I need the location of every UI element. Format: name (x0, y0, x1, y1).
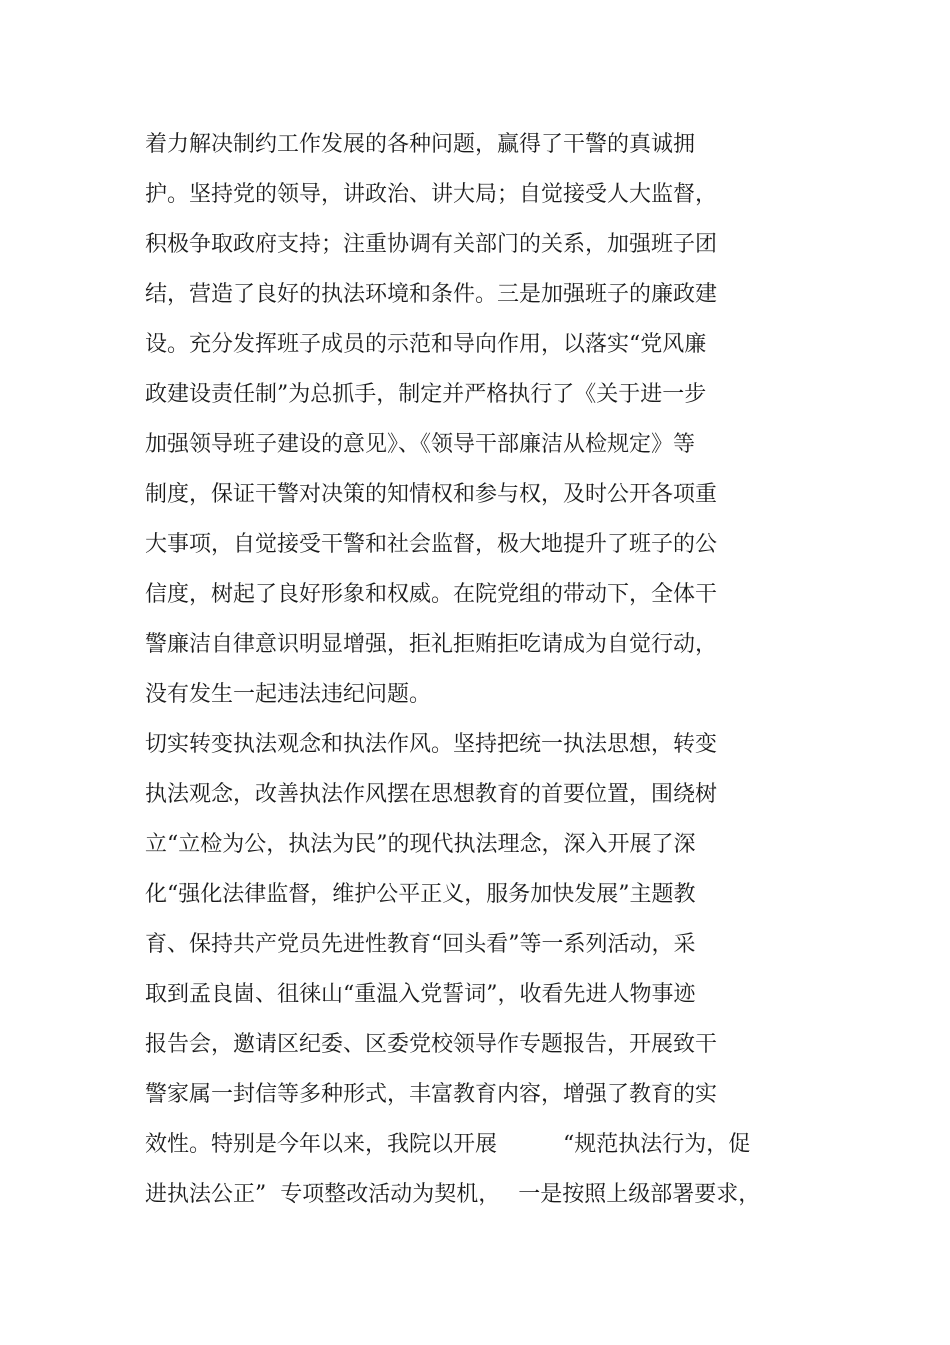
text-line: 化“强化法律监督，维护公平正义，服务加快发展”主题教 (145, 882, 696, 907)
text-line: 积极争取政府支持；注重协调有关部门的关系，加强班子团 (145, 232, 718, 257)
text-line: 立“立检为公，执法为民”的现代执法理念，深入开展了深 (145, 832, 696, 857)
text-line: 效性。特别是今年以来，我院以开展 “规范执法行为，促 (145, 1132, 751, 1157)
text-line: 报告会，邀请区纪委、区委党校领导作专题报告，开展致干 (145, 1032, 718, 1057)
text-line: 护。坚持党的领导，讲政治、讲大局；自觉接受人大监督， (145, 182, 718, 207)
body-text (145, 120, 845, 1220)
text-line: 执法观念，改善执法作风摆在思想教育的首要位置，围绕树 (145, 782, 718, 807)
text-line: 信度，树起了良好形象和权威。在院党组的带动下，全体干 (145, 582, 718, 607)
text-line: 警家属一封信等多种形式，丰富教育内容，增强了教育的实 (145, 1082, 718, 1107)
text-line: 育、保持共产党员先进性教育“回头看”等一系列活动，采 (145, 932, 696, 957)
text-line: 设。充分发挥班子成员的示范和导向作用，以落实“党风廉 (145, 332, 707, 357)
text-line: 进执法公正” 专项整改活动为契机， 一是按照上级部署要求， (145, 1182, 761, 1207)
text-line: 政建设责任制”为总抓手，制定并严格执行了《关于进一步 (145, 382, 707, 407)
text-line: 着力解决制约工作发展的各种问题，赢得了干警的真诚拥 (145, 132, 696, 157)
text-line: 切实转变执法观念和执法作风。坚持把统一执法思想，转变 (145, 732, 718, 757)
text-line: 取到孟良崮、徂徕山“重温入党誓词”，收看先进人物事迹 (145, 982, 696, 1007)
text-line: 没有发生一起违法违纪问题。 (145, 682, 432, 707)
text-line: 加强领导班子建设的意见》、《领导干部廉洁从检规定》等 (145, 432, 696, 457)
text-line: 结，营造了良好的执法环境和条件。三是加强班子的廉政建 (145, 282, 718, 307)
text-line: 警廉洁自律意识明显增强，拒礼拒贿拒吃请成为自觉行动， (145, 632, 718, 657)
text-line: 制度，保证干警对决策的知情权和参与权，及时公开各项重 (145, 482, 718, 507)
text-line: 大事项，自觉接受干警和社会监督，极大地提升了班子的公 (145, 532, 718, 557)
